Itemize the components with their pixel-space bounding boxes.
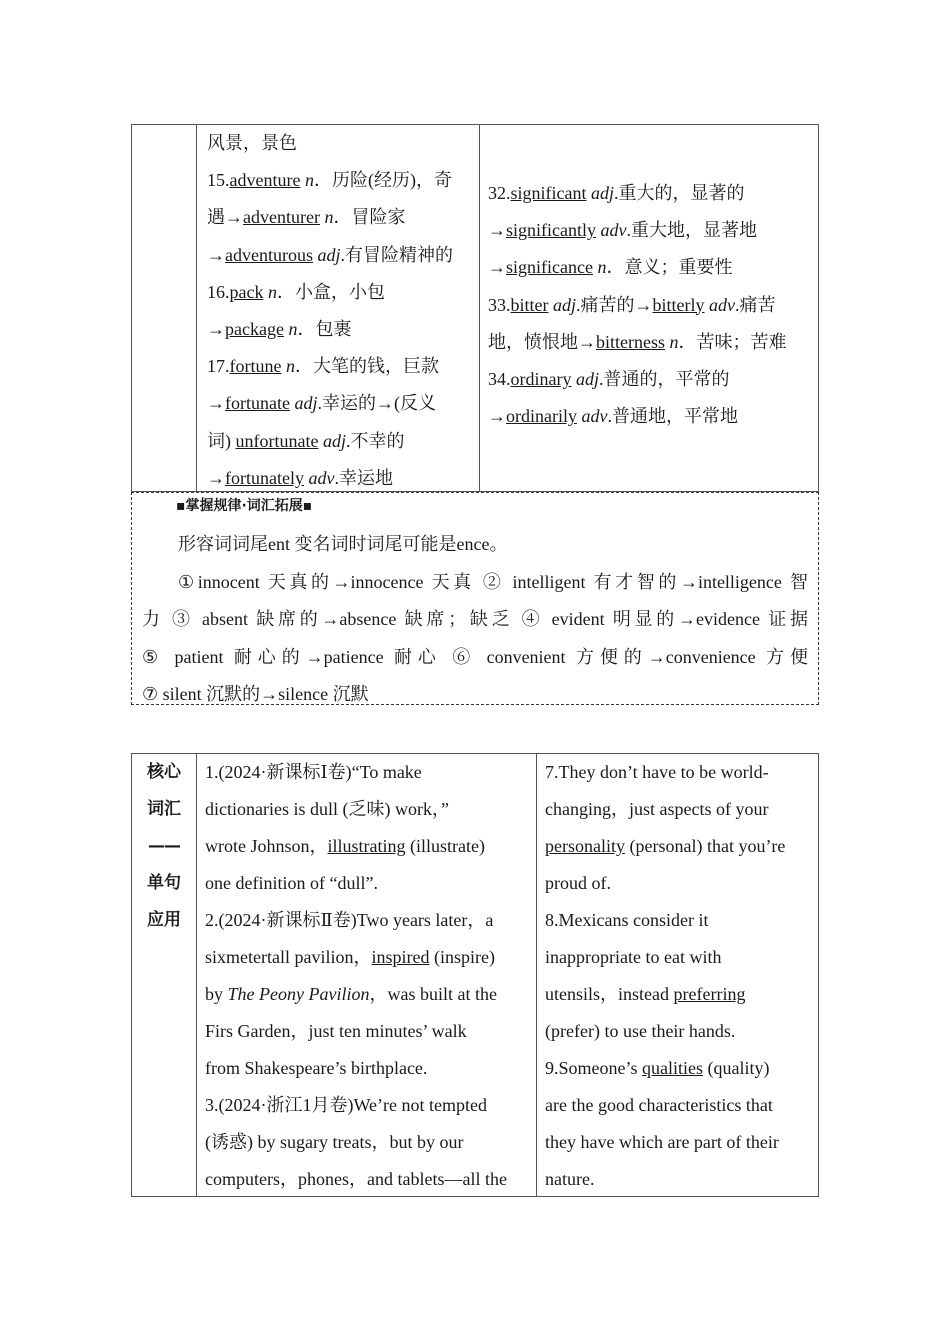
text-line — [205, 1087, 528, 1124]
answer-word: ordinarily — [506, 406, 577, 427]
answer-word: inspired — [371, 947, 430, 967]
text-run: ．小盒，小包 — [276, 281, 385, 302]
text-run: .普通地，平常地 — [607, 406, 738, 427]
text-run: .痛苦 — [735, 294, 776, 315]
text-run: (诱惑) by sugary treats，but by our — [205, 1132, 464, 1152]
text-run: 2.(2024·新课标Ⅱ卷)Two years later，a — [205, 910, 494, 930]
text-line — [205, 1013, 528, 1050]
text-line — [545, 828, 810, 865]
answer-word: pack — [229, 281, 264, 302]
text-run: Firs Garden，just ten minutes’ walk — [205, 1021, 467, 1041]
sentences-column-2 — [537, 754, 818, 1196]
text-run: → — [488, 220, 506, 241]
text-run: → — [488, 257, 506, 278]
text-run: adv — [600, 220, 627, 241]
text-run: 32. — [488, 183, 511, 203]
text-run: nature. — [545, 1169, 595, 1189]
text-line — [207, 237, 469, 274]
text-run: 8.Mexicans consider it — [545, 910, 709, 930]
text-line — [205, 939, 528, 976]
text-line — [207, 199, 469, 236]
text-line — [207, 274, 469, 311]
text-run: 风景，景色 — [207, 133, 297, 153]
text-line — [488, 324, 810, 361]
text-run: from Shakespeare’s birthplace. — [205, 1058, 428, 1078]
answer-word: illustrating — [327, 836, 406, 856]
text-line — [488, 175, 810, 212]
text-run: adj — [294, 393, 318, 414]
text-run: .痛苦的→ — [576, 294, 653, 315]
section-label-line: 词汇 — [147, 799, 181, 819]
text-run: n — [267, 281, 277, 302]
text-run: wrote Johnson， — [205, 836, 328, 856]
text-run: one definition of “dull”. — [205, 873, 378, 893]
text-run: ．大笔的钱，巨款 — [294, 356, 439, 377]
text-line — [205, 791, 528, 828]
text-line — [205, 865, 528, 902]
answer-word: fortune — [229, 356, 282, 377]
text-run: (prefer) to use their hands. — [545, 1021, 736, 1041]
text-line — [207, 311, 469, 348]
category-cell — [132, 125, 197, 491]
text-run: adv — [709, 294, 736, 315]
section-label-line: 单句 — [147, 873, 181, 893]
answer-word: bitterness — [596, 331, 665, 352]
rule-box-heading: ▪掌握规律·词汇拓展▪ — [176, 498, 313, 514]
answer-word: unfortunate — [235, 430, 319, 451]
word-list-column-1 — [197, 125, 480, 491]
text-line — [488, 212, 810, 249]
text-line — [545, 1161, 810, 1198]
text-line — [205, 1050, 528, 1087]
text-run: 遇→ — [207, 207, 243, 228]
text-run: 7.They don’t have to be world- — [545, 762, 769, 782]
rule-box-text — [142, 526, 808, 714]
text-run: 地，愤恨地→ — [488, 331, 596, 352]
text-line — [207, 385, 469, 422]
text-run: dictionaries is dull (乏味) work，” — [205, 799, 449, 819]
text-line — [207, 162, 469, 199]
text-run: inappropriate to eat with — [545, 947, 722, 967]
text-run: ．苦味；苦难 — [678, 331, 787, 352]
text-run: adj — [322, 430, 346, 451]
text-run: 16. — [207, 281, 230, 302]
text-run: → — [207, 393, 225, 414]
text-line — [545, 902, 810, 939]
text-run: n — [324, 207, 334, 228]
answer-word: preferring — [673, 984, 746, 1004]
text-line — [205, 902, 528, 939]
section-label-line: 核心 — [147, 762, 181, 782]
text-line — [205, 976, 528, 1013]
text-line — [545, 939, 810, 976]
text-run: are the good characteristics that — [545, 1095, 773, 1115]
text-run: n — [304, 170, 314, 191]
text-run: (illustrate) — [405, 836, 485, 856]
text-line — [205, 828, 528, 865]
text-run: 33. — [488, 294, 511, 315]
sentence-application-table — [131, 753, 819, 1197]
text-line — [545, 865, 810, 902]
text-run: The Peony Pavilion — [227, 984, 370, 1004]
answer-word: ordinary — [510, 369, 572, 390]
rule-intro: 形容词词尾ent 变名词时词尾可能是ence。 — [178, 534, 508, 554]
text-run: adj — [575, 369, 599, 390]
text-run: .重大地，显著地 — [626, 220, 757, 241]
rule-examples-line-1: ①innocent 天真的→innocence 天真 ② intelligent 有才智的→intelligence 智 — [178, 571, 808, 592]
text-run: → — [207, 244, 225, 265]
answer-word: adventure — [229, 170, 301, 191]
answer-word: fortunately — [225, 467, 304, 488]
text-run: n — [669, 331, 679, 352]
text-run: ．意义；重要性 — [606, 257, 733, 278]
text-run: 17. — [207, 356, 230, 377]
answer-word: significant — [510, 183, 587, 203]
section-label-line: 应用 — [147, 910, 181, 930]
text-run: .幸运地 — [334, 467, 393, 488]
text-line — [488, 249, 810, 286]
text-run: (inspire) — [429, 947, 495, 967]
text-line — [488, 398, 810, 435]
text-line — [205, 1161, 528, 1196]
answer-word: package — [225, 319, 284, 340]
answer-word: significance — [506, 257, 593, 278]
text-run: 1.(2024·新课标Ⅰ卷)“To make — [205, 762, 422, 782]
text-run: adv — [308, 467, 335, 488]
answer-word: personality — [545, 836, 625, 856]
text-run: ，was built at the — [369, 984, 497, 1004]
answer-word: bitterly — [652, 294, 705, 315]
text-run: (personal) that you’re — [624, 836, 786, 856]
text-run: adj — [317, 244, 341, 265]
word-list-column-2 — [480, 125, 818, 491]
answer-word: qualities — [642, 1058, 703, 1078]
text-run: .重大的，显著的 — [614, 183, 745, 203]
text-run: n — [597, 257, 607, 278]
vocabulary-table — [131, 124, 819, 492]
text-line — [207, 423, 469, 460]
text-run: 15. — [207, 170, 230, 191]
answer-word: adventurous — [225, 244, 313, 265]
text-run: ．历险(经历)，奇 — [313, 170, 452, 191]
text-run: utensils，instead — [545, 984, 674, 1004]
text-line — [545, 1124, 810, 1161]
text-run: (quality) — [703, 1058, 770, 1078]
text-run: 词) — [207, 430, 236, 451]
section-label-line: —— — [148, 836, 180, 856]
text-run: 9.Someone’s — [545, 1058, 642, 1078]
text-line — [207, 348, 469, 385]
text-run: adj — [590, 183, 614, 203]
text-run: 3.(2024·浙江1月卷)We’re not tempted — [205, 1095, 487, 1115]
text-run: → — [207, 319, 225, 340]
answer-word: fortunate — [225, 393, 290, 414]
text-run: by — [205, 984, 228, 1004]
text-line — [545, 791, 810, 828]
answer-word: bitter — [510, 294, 549, 315]
text-line — [205, 1124, 528, 1161]
text-run: adv — [581, 406, 608, 427]
sentences-column-1 — [197, 754, 537, 1196]
text-run: .普通的，平常的 — [599, 369, 730, 390]
answer-word: adventurer — [243, 207, 320, 228]
text-line — [545, 1087, 810, 1124]
text-run: .不幸的 — [345, 430, 405, 451]
text-run: n — [285, 356, 295, 377]
text-run: adj — [553, 294, 577, 315]
text-run: .幸运的→(反义 — [317, 393, 436, 414]
text-run: 34. — [488, 369, 511, 390]
text-line — [488, 287, 810, 324]
text-line — [205, 754, 528, 791]
rule-box — [131, 492, 819, 705]
text-run: computers，phones，and tablets—all the — [205, 1169, 507, 1189]
text-run: proud of. — [545, 873, 611, 893]
text-run: ．包裹 — [297, 319, 352, 340]
rule-examples-line-2: 力 ③ absent 缺席的→absence 缺席；缺乏 ④ evident 明显的→evidence 证据 — [142, 609, 808, 629]
text-run: → — [207, 467, 225, 488]
text-line — [207, 125, 469, 162]
answer-word: significantly — [506, 220, 596, 241]
section-label — [132, 754, 197, 1196]
text-run: .有冒险精神的 — [340, 244, 453, 265]
text-line — [545, 976, 810, 1013]
text-line — [488, 361, 810, 398]
text-run: they have which are part of their — [545, 1132, 779, 1152]
text-line — [545, 754, 810, 791]
text-line — [545, 1013, 810, 1050]
text-line — [545, 1050, 810, 1087]
text-run: changing，just aspects of your — [545, 799, 769, 819]
text-run: n — [288, 319, 298, 340]
rule-examples-line-4: ⑦ silent 沉默的→silence 沉默 — [142, 684, 369, 704]
rule-examples-line-3: ⑤ patient 耐心的→patience 耐心 ⑥ convenient 方便的→convenience 方便 — [142, 646, 808, 667]
text-run: ．冒险家 — [333, 207, 406, 228]
text-run: sixmetertall pavilion， — [205, 947, 372, 967]
text-run: → — [488, 406, 506, 427]
